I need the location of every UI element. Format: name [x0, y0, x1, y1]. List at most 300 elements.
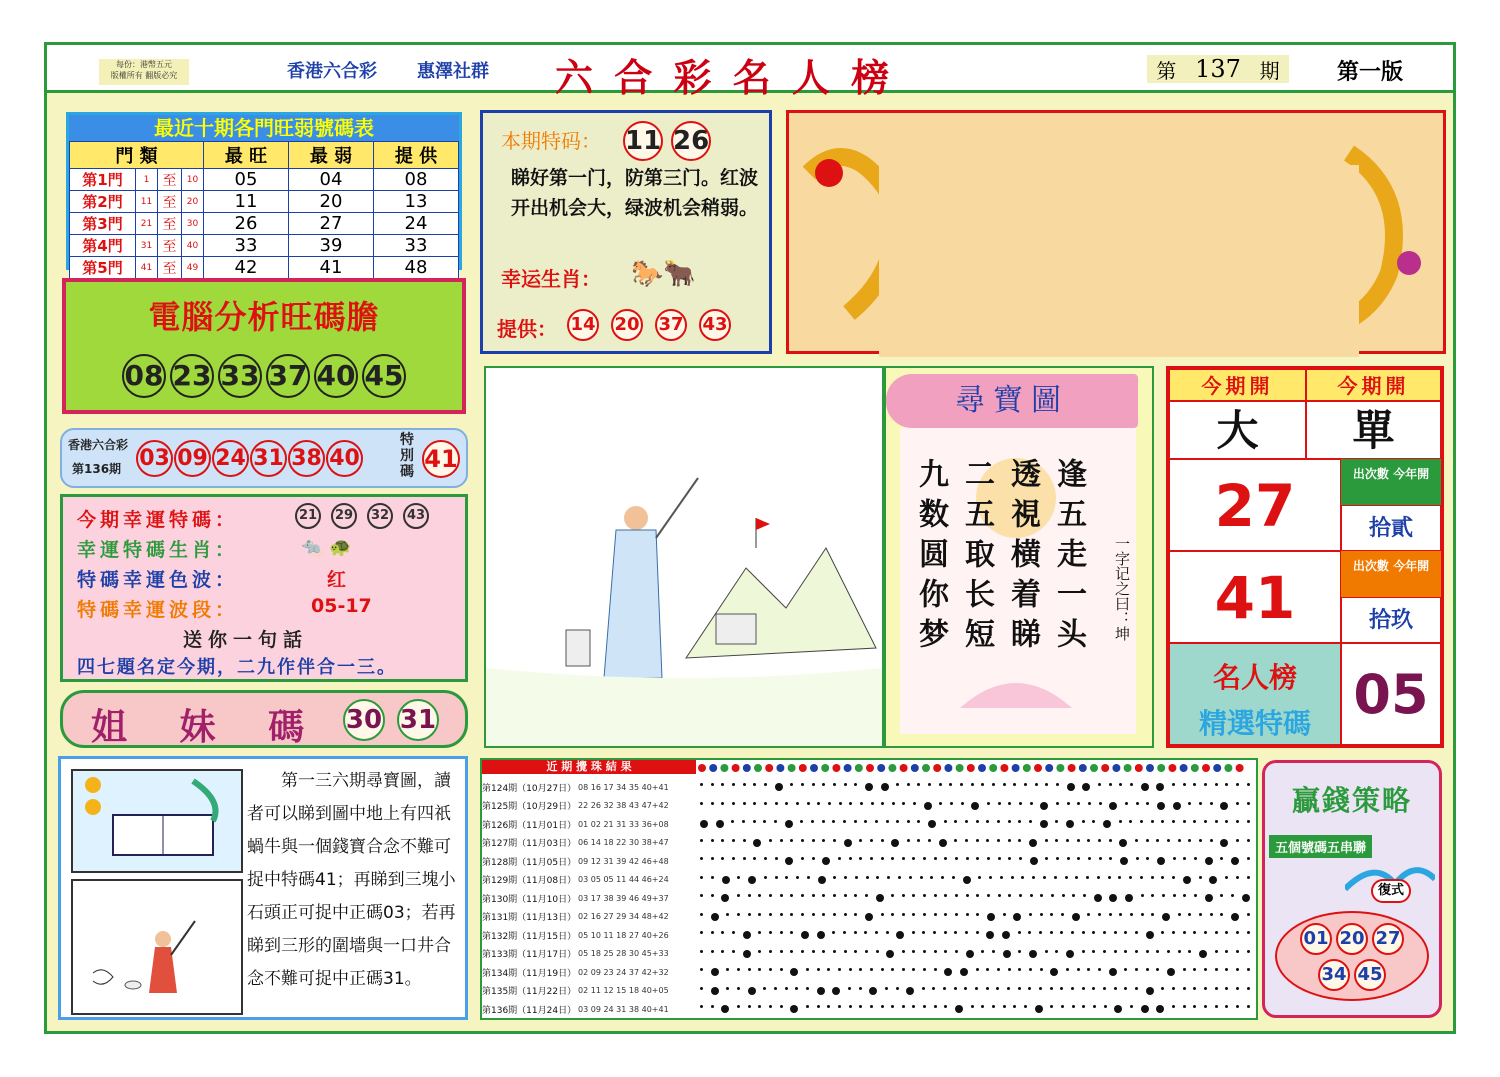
- color-ball-marker: [978, 764, 986, 772]
- grid-dot: [1183, 820, 1186, 823]
- grid-dot: [1119, 820, 1122, 823]
- grid-dot: [854, 913, 857, 916]
- grid-dot: [907, 820, 910, 823]
- grid-dot: [764, 876, 767, 879]
- grid-dot: [1050, 987, 1053, 990]
- grid-dot: [998, 802, 1001, 805]
- grid-dot: [1225, 931, 1228, 934]
- grid-dot: [769, 968, 772, 971]
- color-ball-marker: [788, 764, 796, 772]
- grid-dot: [796, 802, 799, 805]
- color-ball-marker: [743, 764, 751, 772]
- color-ball-marker: [944, 764, 952, 772]
- grid-dot: [711, 839, 714, 842]
- grid-dot: [896, 931, 904, 939]
- last-draw-ball: 38: [288, 440, 325, 477]
- history-dot-grid: [694, 857, 1256, 865]
- grid-dot: [758, 1005, 761, 1008]
- last-draw-ball: 24: [212, 440, 249, 477]
- grid-dot: [828, 802, 831, 805]
- computer-number-ball: 33: [218, 354, 262, 398]
- grid-dot: [1199, 876, 1202, 879]
- rank-table: [69, 141, 459, 279]
- grid-dot: [912, 950, 915, 953]
- grid-dot: [971, 783, 974, 786]
- grid-dot: [844, 913, 847, 916]
- color-ball-marker: [1191, 764, 1199, 772]
- grid-dot: [898, 876, 901, 879]
- grid-dot: [1183, 987, 1186, 990]
- grid-dot: [711, 1005, 714, 1008]
- grid-dot: [1098, 968, 1101, 971]
- grid-dot: [1146, 950, 1149, 953]
- last-draw-ball: 31: [250, 440, 287, 477]
- color-ball-marker: [1090, 764, 1098, 772]
- grid-dot: [839, 802, 842, 805]
- grid-dot: [1236, 968, 1239, 971]
- grid-dot: [952, 876, 955, 879]
- grid-dot: [1056, 783, 1059, 786]
- grid-dot: [1098, 783, 1101, 786]
- grid-dot: [812, 783, 815, 786]
- grid-dot: [965, 839, 968, 842]
- color-ball-marker: [1034, 764, 1042, 772]
- grid-dot: [790, 839, 793, 842]
- grid-dot: [1146, 968, 1149, 971]
- grid-dot: [976, 968, 979, 971]
- grid-dot: [833, 913, 836, 916]
- grid-dot: [1045, 783, 1048, 786]
- grid-dot: [822, 839, 825, 842]
- grid-dot: [987, 913, 995, 921]
- rank-cell-give: 48: [374, 257, 459, 279]
- grid-dot: [1215, 968, 1218, 971]
- page-title: 六 合 彩 名 人 榜: [555, 55, 894, 100]
- computer-number-ball: 23: [170, 354, 214, 398]
- last-draw-ball: 03: [136, 440, 173, 477]
- special-ball: 11: [623, 121, 663, 161]
- grid-dot: [955, 913, 958, 916]
- grid-dot: [1013, 1005, 1016, 1008]
- strategy-oval: [1275, 911, 1429, 1001]
- rank-cell-cold: 39: [289, 235, 374, 257]
- grid-dot: [769, 894, 772, 897]
- history-row: [482, 908, 1256, 926]
- grid-dot: [737, 1005, 740, 1008]
- grid-dot: [939, 839, 947, 847]
- rank-cell-to: 10: [182, 169, 204, 191]
- grid-dot: [732, 931, 735, 934]
- grid-dot: [866, 876, 869, 879]
- grid-dot: [1055, 820, 1058, 823]
- grid-dot: [700, 987, 703, 990]
- history-numbers: 03 05 05 11 44 46+24: [578, 875, 669, 884]
- grid-dot: [1178, 913, 1181, 916]
- grid-dot: [1030, 894, 1033, 897]
- lucky-code-numbers: [295, 503, 429, 529]
- grid-dot: [1199, 802, 1202, 805]
- grid-dot: [753, 820, 756, 823]
- grid-dot: [848, 987, 851, 990]
- grid-dot: [1088, 802, 1091, 805]
- grid-dot: [864, 820, 867, 823]
- grid-dot: [1039, 987, 1042, 990]
- history-numbers: 03 17 38 39 46 49+37: [578, 893, 669, 903]
- grid-dot: [811, 820, 814, 823]
- rank-cell-to: 20: [182, 191, 204, 213]
- grid-dot: [764, 802, 767, 805]
- color-ball-marker: [1068, 764, 1076, 772]
- history-numbers: 05 18 25 28 30 45+33: [578, 949, 669, 958]
- issue-box: [1147, 55, 1289, 83]
- grid-dot: [1008, 857, 1011, 860]
- color-ball-marker: [754, 764, 762, 772]
- grid-dot: [716, 820, 724, 828]
- give-ball: 37: [655, 309, 687, 341]
- org-name-2: 惠澤社群: [417, 61, 489, 82]
- grid-dot: [1209, 876, 1217, 884]
- grid-dot: [827, 968, 830, 971]
- grid-dot: [1019, 857, 1022, 860]
- grid-dot: [1098, 913, 1101, 916]
- grid-dot: [928, 820, 936, 828]
- grid-dot: [1161, 931, 1164, 934]
- grid-dot: [1141, 894, 1144, 897]
- grid-dot: [1247, 820, 1250, 823]
- grid-dot: [1040, 913, 1043, 916]
- grid-dot: [1088, 857, 1091, 860]
- history-label: 第133期（11月17日）: [482, 950, 577, 960]
- grid-dot: [775, 857, 778, 860]
- grid-dot: [843, 931, 846, 934]
- color-ball-marker: [1079, 764, 1087, 772]
- grid-dot: [1161, 987, 1164, 990]
- grid-dot: [1225, 1005, 1228, 1008]
- color-ball-marker: [810, 764, 818, 772]
- grid-dot: [1236, 931, 1239, 934]
- grid-dot: [912, 1005, 915, 1008]
- grid-dot: [870, 1005, 873, 1008]
- grid-dot: [721, 950, 724, 953]
- grid-dot: [1097, 876, 1100, 879]
- grid-dot: [859, 1005, 862, 1008]
- grid-dot: [881, 857, 884, 860]
- grid-dot: [796, 876, 799, 879]
- color-ball-marker: [1056, 764, 1064, 772]
- grid-dot: [1156, 839, 1159, 842]
- grid-dot: [1247, 968, 1250, 971]
- last-draw-ball: 40: [326, 440, 363, 477]
- history-label: 第127期（11月03日）: [482, 839, 577, 849]
- grid-dot: [800, 820, 803, 823]
- grid-dot: [1054, 876, 1057, 879]
- special-panel: [480, 110, 772, 354]
- grid-dot: [1188, 913, 1191, 916]
- grid-dot: [1109, 894, 1117, 902]
- grid-dot: [1231, 857, 1239, 865]
- grid-dot: [1193, 987, 1196, 990]
- grid-dot: [732, 783, 735, 786]
- grid-dot: [934, 913, 937, 916]
- grid-dot: [1109, 839, 1112, 842]
- grid-dot: [743, 931, 751, 939]
- grid-dot: [801, 950, 804, 953]
- grid-dot: [954, 839, 957, 842]
- grid-dot: [912, 857, 915, 860]
- history-dot-grid: [694, 839, 1256, 847]
- grid-dot: [1204, 820, 1207, 823]
- single-label: 單: [1306, 401, 1441, 459]
- grid-dot: [1024, 1005, 1027, 1008]
- grid-dot: [1225, 783, 1228, 786]
- strategy-panel: [1262, 760, 1442, 1018]
- grid-dot: [1077, 968, 1080, 971]
- grid-dot: [812, 913, 815, 916]
- grid-dot: [1156, 1005, 1164, 1013]
- grid-dot: [1161, 820, 1164, 823]
- grid-dot: [881, 839, 884, 842]
- color-ball-marker: [877, 764, 885, 772]
- color-ball-marker: [1135, 764, 1143, 772]
- grid-dot: [1103, 950, 1106, 953]
- grid-dot: [976, 820, 979, 823]
- grid-dot: [1199, 950, 1207, 958]
- color-ball-marker: [866, 764, 874, 772]
- grid-dot: [833, 839, 836, 842]
- grid-dot: [976, 839, 979, 842]
- grid-dot: [833, 876, 836, 879]
- grid-dot: [1210, 913, 1213, 916]
- color-ball-marker: [821, 764, 829, 772]
- grid-dot: [1029, 968, 1032, 971]
- grid-dot: [1220, 857, 1223, 860]
- grid-dot: [1172, 1005, 1175, 1008]
- grid-dot: [992, 783, 995, 786]
- grid-dot: [1028, 987, 1031, 990]
- grid-dot: [1247, 987, 1250, 990]
- last-draw-numbers: [136, 440, 363, 477]
- grid-dot: [721, 1005, 729, 1013]
- grid-dot: [1220, 913, 1223, 916]
- grid-dot: [966, 894, 969, 897]
- rank-cell-give: 08: [374, 169, 459, 191]
- history-row: [482, 834, 1256, 852]
- computer-numbers: [66, 354, 462, 398]
- color-ball-marker: [1180, 764, 1188, 772]
- color-ball-marker: [1157, 764, 1165, 772]
- grid-dot: [801, 857, 804, 860]
- grid-dot: [838, 1005, 841, 1008]
- grid-dot: [1194, 857, 1197, 860]
- grid-dot: [732, 802, 735, 805]
- grid-dot: [902, 894, 905, 897]
- grid-dot: [1135, 950, 1138, 953]
- grid-dot: [944, 913, 947, 916]
- hot-number-2: 41: [1169, 551, 1341, 643]
- grid-dot: [748, 1005, 751, 1008]
- grid-dot: [1120, 857, 1128, 865]
- color-ball-marker: [855, 764, 863, 772]
- grid-dot: [992, 950, 995, 953]
- grid-dot: [907, 839, 910, 842]
- grid-dot: [1247, 802, 1250, 805]
- multi-label: 復式: [1371, 879, 1411, 903]
- grid-dot: [891, 968, 894, 971]
- grid-dot: [1114, 987, 1117, 990]
- grid-dot: [726, 968, 729, 971]
- grid-dot: [1157, 857, 1165, 865]
- grid-dot: [1040, 802, 1048, 810]
- history-row: [482, 889, 1256, 907]
- special-title: 本期特码：: [501, 129, 601, 153]
- grid-dot: [1247, 913, 1250, 916]
- history-label: 第131期（11月13日）: [482, 913, 577, 923]
- grid-dot: [860, 802, 863, 805]
- grid-dot: [1082, 987, 1085, 990]
- sister-ball: 31: [397, 699, 439, 741]
- rank-row: [70, 191, 459, 213]
- grid-dot: [832, 931, 835, 934]
- grid-dot: [817, 1005, 820, 1008]
- grid-dot: [996, 987, 999, 990]
- grid-dot: [998, 857, 1001, 860]
- grid-dot: [822, 783, 825, 786]
- grid-dot: [806, 1005, 809, 1008]
- grid-dot: [1135, 968, 1138, 971]
- grid-dot: [1029, 950, 1037, 958]
- grid-dot: [780, 1005, 783, 1008]
- grid-dot: [896, 987, 899, 990]
- grid-dot: [1151, 876, 1154, 879]
- grid-dot: [1231, 894, 1234, 897]
- grid-dot: [1141, 783, 1149, 791]
- grid-dot: [1082, 1005, 1085, 1008]
- grid-dot: [987, 894, 990, 897]
- rank-cell-gate: 第5門: [70, 257, 136, 279]
- grid-dot: [1066, 820, 1074, 828]
- grid-dot: [1062, 894, 1065, 897]
- grid-dot: [1082, 783, 1090, 791]
- strategy-ball: 34: [1318, 959, 1350, 991]
- grid-dot: [1061, 1005, 1064, 1008]
- grid-dot: [981, 1005, 984, 1008]
- grid-dot: [932, 987, 935, 990]
- celebrity-title: 名人榜: [1212, 661, 1297, 694]
- grid-dot: [987, 857, 990, 860]
- grid-dot: [881, 1005, 884, 1008]
- grid-dot: [944, 931, 947, 934]
- grid-dot: [1225, 968, 1228, 971]
- history-row: [482, 871, 1256, 889]
- computer-title: 電腦分析旺碼膽: [148, 298, 380, 336]
- history-label: 第135期（11月22日）: [482, 987, 577, 997]
- grid-dot: [700, 876, 703, 879]
- grid-dot: [965, 820, 968, 823]
- grid-dot: [753, 802, 756, 805]
- grid-dot: [1178, 839, 1181, 842]
- last-draw-ball: 09: [174, 440, 211, 477]
- rank-cell-cold: 41: [289, 257, 374, 279]
- grid-dot: [1018, 820, 1021, 823]
- grid-dot: [1061, 913, 1064, 916]
- color-ball-marker: [1213, 764, 1221, 772]
- price-note: 每份：港幣五元 版權所有 翻版必究: [99, 59, 189, 85]
- grid-dot: [1013, 913, 1021, 921]
- grid-dot: [933, 931, 936, 934]
- grid-dot: [721, 894, 729, 902]
- grid-dot: [1183, 1005, 1186, 1008]
- special-zodiac-label: 幸运生肖：: [501, 267, 601, 291]
- grid-dot: [934, 857, 937, 860]
- grid-dot: [1172, 876, 1175, 879]
- grid-dot: [906, 987, 914, 995]
- grid-dot: [806, 968, 809, 971]
- grid-dot: [923, 950, 926, 953]
- special-numbers: [623, 121, 711, 161]
- grid-dot: [764, 783, 767, 786]
- grid-dot: [817, 931, 825, 939]
- grid-dot: [1103, 987, 1106, 990]
- grid-dot: [1236, 987, 1239, 990]
- grid-dot: [981, 783, 984, 786]
- grid-dot: [1140, 876, 1143, 879]
- treasure-poem: [912, 458, 1086, 658]
- grid-dot: [1156, 950, 1159, 953]
- grid-dot: [1018, 968, 1021, 971]
- history-label: 第132期（11月15日）: [482, 931, 577, 942]
- grid-dot: [785, 802, 788, 805]
- grid-dot: [1003, 913, 1006, 916]
- grid-dot: [1067, 802, 1070, 805]
- grid-dot: [1035, 783, 1038, 786]
- org-name-1: 香港六合彩: [287, 61, 377, 82]
- grid-dot: [1135, 987, 1138, 990]
- grid-dot: [939, 802, 942, 805]
- grid-dot: [753, 857, 756, 860]
- rank-cell-hot: 26: [204, 213, 289, 235]
- grid-dot: [1183, 783, 1186, 786]
- grid-dot: [870, 857, 873, 860]
- grid-dot: [1019, 802, 1022, 805]
- color-ball-marker: [709, 764, 717, 772]
- grid-dot: [790, 783, 793, 786]
- grid-dot: [711, 894, 714, 897]
- grid-dot: [939, 783, 942, 786]
- lucky-zodiac-label: 幸運特碼生肖：: [77, 539, 239, 561]
- grid-dot: [912, 913, 915, 916]
- grid-dot: [1136, 802, 1139, 805]
- grid-dot: [1109, 802, 1117, 810]
- grid-dot: [748, 894, 751, 897]
- grid-dot: [1072, 913, 1080, 921]
- header-gate: 門 類: [70, 142, 204, 169]
- grid-dot: [1167, 839, 1170, 842]
- grid-dot: [1204, 968, 1207, 971]
- color-ball-marker: [1124, 764, 1132, 772]
- rank-cell-cold: 04: [289, 169, 374, 191]
- color-ball-marker: [698, 764, 706, 772]
- grid-dot: [812, 857, 815, 860]
- grid-dot: [954, 820, 957, 823]
- grid-dot: [711, 857, 714, 860]
- grid-dot: [971, 1005, 974, 1008]
- grid-dot: [1167, 968, 1175, 976]
- grid-dot: [785, 876, 788, 879]
- grid-dot: [1011, 876, 1014, 879]
- grid-dot: [1087, 913, 1090, 916]
- treasure-panel: [884, 366, 1154, 748]
- grid-dot: [1236, 802, 1239, 805]
